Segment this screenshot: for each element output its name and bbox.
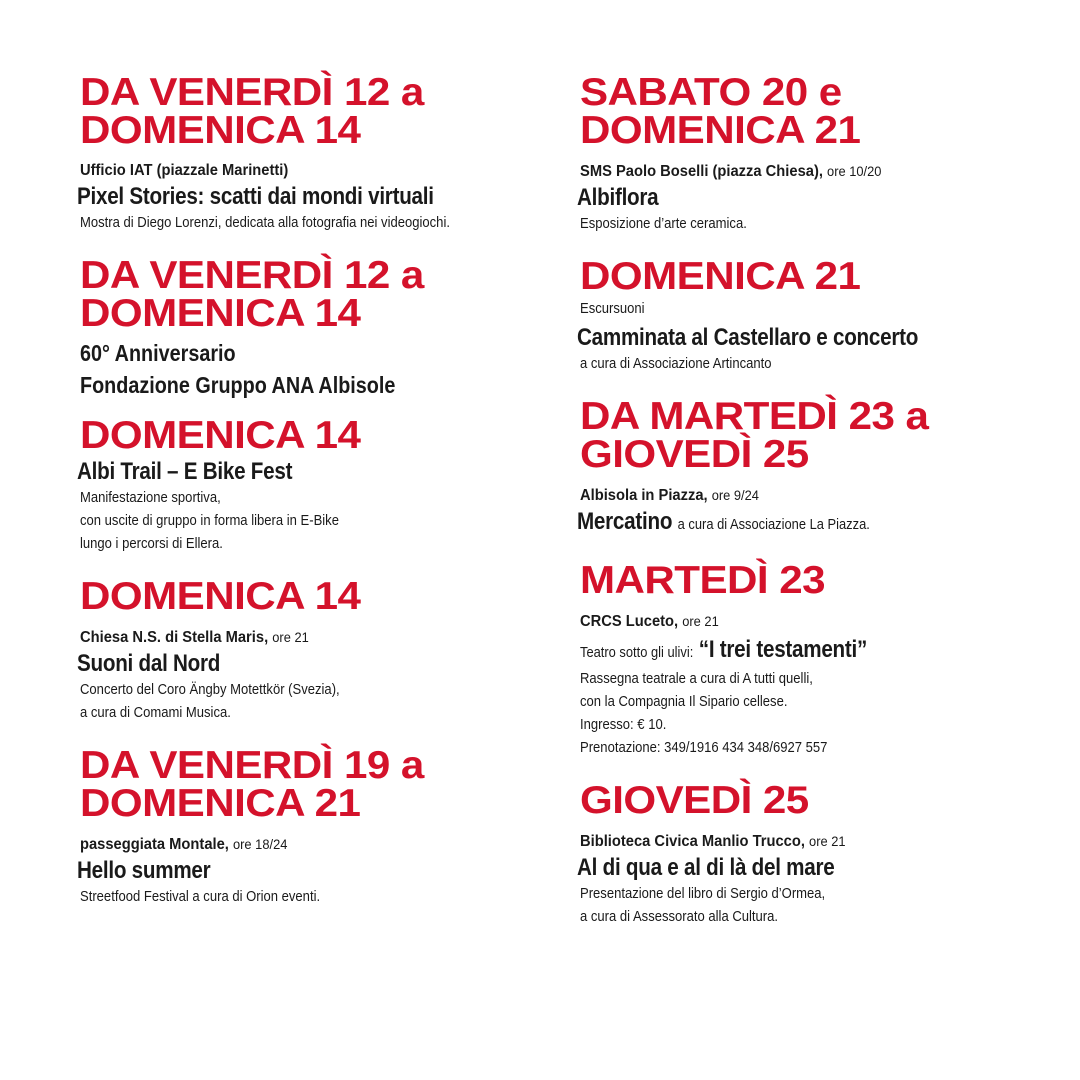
date-line: DOMENICA 21: [580, 255, 861, 298]
description-line: Mostra di Diego Lorenzi, dedicata alla fotografia nei videogiochi.: [80, 215, 450, 231]
event-category: Escursuoni: [580, 301, 645, 317]
event-venue: [80, 626, 512, 649]
event-title: Al di qua e al di là del mare: [577, 854, 835, 881]
event-description: [80, 212, 503, 235]
date-line: DOMENICA 21: [580, 109, 861, 152]
date-line: DOMENICA 14: [80, 109, 361, 152]
date-line: DOMENICA 14: [80, 292, 361, 335]
event-venue: [580, 160, 1012, 183]
date-line: DA VENERDÌ 12 a: [80, 71, 424, 114]
venue-name: SMS Paolo Boselli (piazza Chiesa),: [580, 163, 823, 180]
left-column: [77, 71, 550, 909]
event-venue: Ufficio IAT (piazzale Marinetti): [80, 162, 289, 179]
title-main: Mercatino: [577, 508, 673, 535]
event-venue: [580, 610, 1012, 633]
event-date: [580, 255, 1080, 298]
date-line: DOMENICA 14: [80, 575, 361, 618]
description-line: Manifestazione sportiva,: [80, 490, 221, 506]
event-description: [580, 883, 1003, 929]
event-card: [80, 254, 550, 401]
event-card: [77, 744, 550, 909]
date-line: DA VENERDÌ 19 a: [80, 744, 424, 787]
description-line: Esposizione d’arte ceramica.: [580, 216, 747, 232]
event-title: [80, 337, 484, 401]
venue-name: Chiesa N.S. di Stella Maris,: [80, 629, 269, 646]
event-title: [577, 507, 984, 540]
description-line: Ingresso: € 10.: [580, 717, 667, 733]
event-venue: [580, 484, 1012, 507]
event-title: Suoni dal Nord: [77, 650, 221, 677]
event-card: [77, 575, 550, 725]
venue-name: passeggiata Montale,: [80, 836, 229, 853]
description-line: Rassegna teatrale a cura di A tutti quelli,: [580, 671, 813, 687]
event-title: Albi Trail – E Bike Fest: [77, 458, 293, 485]
description-line: con uscite di gruppo in forma libera in E-Bike: [80, 513, 339, 529]
date-line: DA MARTEDÌ 23 a: [580, 395, 929, 438]
event-description: [80, 487, 503, 556]
description-line: a cura di Associazione Artincanto: [580, 356, 772, 372]
event-card: [77, 71, 550, 235]
event-card: [77, 414, 550, 556]
event-venue: [80, 833, 512, 856]
right-column: [577, 71, 1050, 929]
event-description: [580, 213, 1003, 236]
date-line: DOMENICA 21: [80, 782, 361, 825]
event-card: [577, 71, 1050, 236]
event-title: Camminata al Castellaro e concerto: [577, 324, 919, 351]
date-line: DA VENERDÌ 12 a: [80, 254, 424, 297]
event-venue: [580, 830, 1012, 853]
event-date: [80, 254, 588, 335]
event-time: ore 18/24: [232, 836, 288, 852]
event-title: Hello summer: [77, 857, 211, 884]
event-card: [577, 395, 1050, 540]
event-date: [80, 744, 588, 825]
event-card: [577, 255, 1050, 376]
title-line: Fondazione Gruppo ANA Albisole: [80, 372, 396, 398]
venue-name: Biblioteca Civica Manlio Trucco,: [580, 833, 805, 850]
title-line: 60° Anniversario: [80, 340, 236, 366]
event-description: [80, 886, 503, 909]
date-line: GIOVEDÌ 25: [580, 433, 809, 476]
description-line: Concerto del Coro Ängby Motettkör (Svezia),: [80, 682, 340, 698]
event-title: Pixel Stories: scatti dai mondi virtuali: [77, 183, 434, 210]
event-description: [580, 668, 1003, 760]
event-title: [580, 635, 984, 668]
event-card: [580, 559, 1050, 760]
description-line: a cura di Comami Musica.: [80, 705, 231, 721]
description-line: Streetfood Festival a cura di Orion eventi.: [80, 889, 321, 905]
title-main: “I trei testamenti”: [698, 636, 868, 663]
event-date: [80, 414, 588, 457]
event-date: [80, 71, 588, 152]
event-date: [580, 71, 1080, 152]
title-suffix: a cura di Associazione La Piazza.: [677, 516, 870, 533]
event-time: ore 10/20: [827, 163, 882, 179]
description-line: lungo i percorsi di Ellera.: [80, 536, 223, 552]
event-date: [580, 559, 1080, 602]
venue-name: Albisola in Piazza,: [580, 487, 708, 504]
description-line: Prenotazione: 349/1916 434 348/6927 557: [580, 740, 828, 756]
event-time: ore 21: [682, 613, 719, 629]
date-line: GIOVEDÌ 25: [580, 779, 809, 822]
event-time: ore 21: [272, 629, 309, 645]
description-line: a cura di Assessorato alla Cultura.: [580, 909, 779, 925]
date-line: MARTEDÌ 23: [580, 559, 826, 602]
event-description: [580, 353, 1003, 376]
event-title: Albiflora: [577, 184, 659, 211]
description-line: Presentazione del libro di Sergio d’Ormea,: [580, 886, 826, 902]
event-date: [580, 395, 1080, 476]
description-line: con la Compagnia Il Sipario cellese.: [580, 694, 788, 710]
event-description: [80, 679, 503, 725]
event-time: ore 9/24: [711, 487, 759, 503]
title-prefix: Teatro sotto gli ulivi:: [580, 644, 694, 661]
date-line: SABATO 20 e: [580, 71, 842, 114]
venue-name: CRCS Luceto,: [580, 613, 679, 630]
event-date: [80, 575, 588, 618]
event-time: ore 21: [809, 833, 846, 849]
date-line: DOMENICA 14: [80, 414, 361, 457]
event-date: [580, 779, 1080, 822]
event-card: [577, 779, 1050, 929]
